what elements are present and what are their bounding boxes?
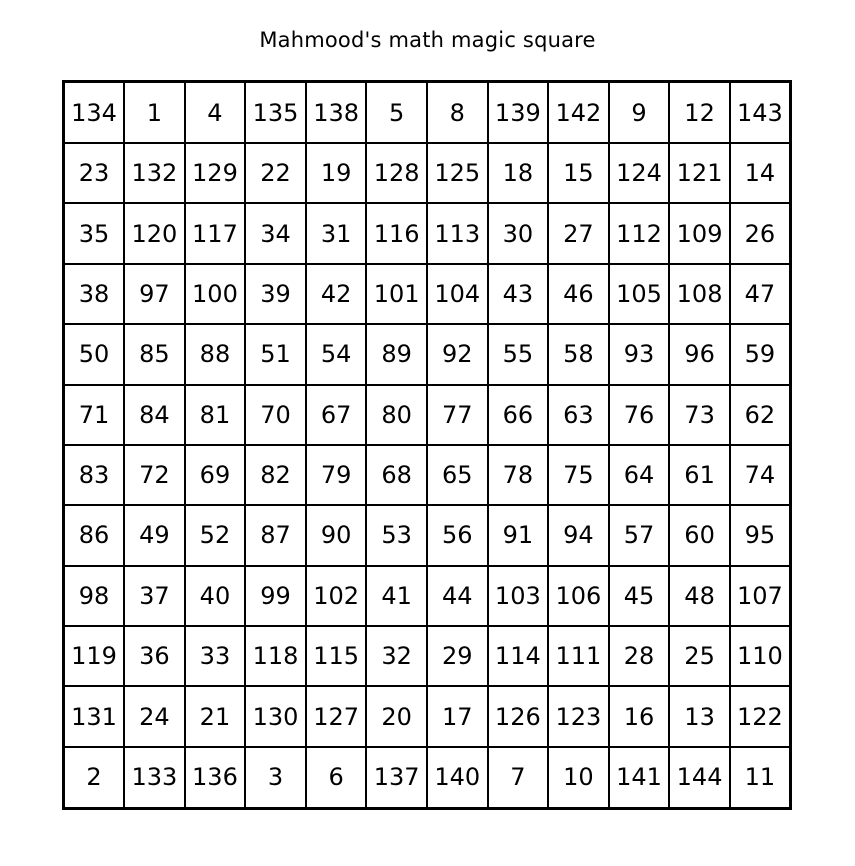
magic-square-cell: 131 bbox=[64, 686, 125, 746]
magic-square-cell: 76 bbox=[609, 385, 670, 445]
magic-square-cell: 78 bbox=[488, 445, 549, 505]
magic-square-cell: 111 bbox=[548, 626, 609, 686]
magic-square-cell: 66 bbox=[488, 385, 549, 445]
magic-square-cell: 124 bbox=[609, 143, 670, 203]
magic-square-cell: 101 bbox=[366, 264, 427, 324]
magic-square-cell: 92 bbox=[427, 324, 488, 384]
magic-square-cell: 126 bbox=[488, 686, 549, 746]
magic-square-cell: 136 bbox=[185, 747, 246, 809]
magic-square-cell: 99 bbox=[245, 566, 306, 626]
magic-square-cell: 10 bbox=[548, 747, 609, 809]
magic-square-cell: 86 bbox=[64, 505, 125, 565]
magic-square-cell: 130 bbox=[245, 686, 306, 746]
magic-square-cell: 91 bbox=[488, 505, 549, 565]
magic-square-cell: 18 bbox=[488, 143, 549, 203]
magic-square-cell: 48 bbox=[669, 566, 730, 626]
magic-square-cell: 83 bbox=[64, 445, 125, 505]
table-row bbox=[64, 626, 791, 686]
magic-square-cell: 119 bbox=[64, 626, 125, 686]
magic-square-cell: 127 bbox=[306, 686, 367, 746]
magic-square-cell: 11 bbox=[730, 747, 791, 809]
magic-square-cell: 37 bbox=[124, 566, 185, 626]
magic-square-cell: 63 bbox=[548, 385, 609, 445]
magic-square-cell: 103 bbox=[488, 566, 549, 626]
magic-square-cell: 112 bbox=[609, 203, 670, 263]
magic-square-cell: 71 bbox=[64, 385, 125, 445]
magic-square-cell: 135 bbox=[245, 82, 306, 144]
magic-square-cell: 133 bbox=[124, 747, 185, 809]
magic-square-cell: 6 bbox=[306, 747, 367, 809]
table-row bbox=[64, 82, 791, 144]
magic-square-cell: 35 bbox=[64, 203, 125, 263]
magic-square-cell: 62 bbox=[730, 385, 791, 445]
magic-square-cell: 70 bbox=[245, 385, 306, 445]
magic-square-cell: 84 bbox=[124, 385, 185, 445]
magic-square-cell: 87 bbox=[245, 505, 306, 565]
magic-square-cell: 143 bbox=[730, 82, 791, 144]
magic-square-cell: 50 bbox=[64, 324, 125, 384]
magic-square-cell: 33 bbox=[185, 626, 246, 686]
magic-square-cell: 32 bbox=[366, 626, 427, 686]
magic-square-cell: 55 bbox=[488, 324, 549, 384]
magic-square-cell: 56 bbox=[427, 505, 488, 565]
table-row bbox=[64, 445, 791, 505]
magic-square-cell: 46 bbox=[548, 264, 609, 324]
magic-square-cell: 53 bbox=[366, 505, 427, 565]
magic-square-cell: 77 bbox=[427, 385, 488, 445]
magic-square-cell: 59 bbox=[730, 324, 791, 384]
magic-square-cell: 82 bbox=[245, 445, 306, 505]
magic-square-cell: 137 bbox=[366, 747, 427, 809]
magic-square-cell: 122 bbox=[730, 686, 791, 746]
magic-square-cell: 22 bbox=[245, 143, 306, 203]
magic-square-cell: 45 bbox=[609, 566, 670, 626]
magic-square-cell: 69 bbox=[185, 445, 246, 505]
magic-square-cell: 25 bbox=[669, 626, 730, 686]
magic-square-cell: 94 bbox=[548, 505, 609, 565]
magic-square-cell: 57 bbox=[609, 505, 670, 565]
magic-square-cell: 5 bbox=[366, 82, 427, 144]
magic-square-cell: 16 bbox=[609, 686, 670, 746]
magic-square-cell: 72 bbox=[124, 445, 185, 505]
magic-square-cell: 117 bbox=[185, 203, 246, 263]
table-row bbox=[64, 566, 791, 626]
magic-square-cell: 118 bbox=[245, 626, 306, 686]
magic-square-cell: 41 bbox=[366, 566, 427, 626]
magic-square-cell: 42 bbox=[306, 264, 367, 324]
magic-square-cell: 81 bbox=[185, 385, 246, 445]
magic-square-cell: 128 bbox=[366, 143, 427, 203]
magic-square-cell: 140 bbox=[427, 747, 488, 809]
magic-square-cell: 95 bbox=[730, 505, 791, 565]
magic-square-cell: 52 bbox=[185, 505, 246, 565]
magic-square-cell: 44 bbox=[427, 566, 488, 626]
table-row bbox=[64, 505, 791, 565]
magic-square-cell: 8 bbox=[427, 82, 488, 144]
magic-square-cell: 79 bbox=[306, 445, 367, 505]
magic-square-cell: 73 bbox=[669, 385, 730, 445]
magic-square-cell: 138 bbox=[306, 82, 367, 144]
magic-square-cell: 129 bbox=[185, 143, 246, 203]
magic-square-container bbox=[62, 80, 792, 810]
magic-square-cell: 38 bbox=[64, 264, 125, 324]
magic-square-cell: 107 bbox=[730, 566, 791, 626]
magic-square-cell: 51 bbox=[245, 324, 306, 384]
magic-square-cell: 14 bbox=[730, 143, 791, 203]
magic-square-cell: 93 bbox=[609, 324, 670, 384]
magic-square-cell: 144 bbox=[669, 747, 730, 809]
magic-square-cell: 105 bbox=[609, 264, 670, 324]
magic-square-cell: 108 bbox=[669, 264, 730, 324]
magic-square-cell: 139 bbox=[488, 82, 549, 144]
magic-square-cell: 34 bbox=[245, 203, 306, 263]
table-row bbox=[64, 264, 791, 324]
magic-square-cell: 21 bbox=[185, 686, 246, 746]
magic-square-cell: 65 bbox=[427, 445, 488, 505]
magic-square-cell: 39 bbox=[245, 264, 306, 324]
magic-square-cell: 106 bbox=[548, 566, 609, 626]
magic-square-cell: 98 bbox=[64, 566, 125, 626]
magic-square-cell: 15 bbox=[548, 143, 609, 203]
magic-square-cell: 20 bbox=[366, 686, 427, 746]
magic-square-cell: 110 bbox=[730, 626, 791, 686]
table-row bbox=[64, 143, 791, 203]
magic-square-cell: 9 bbox=[609, 82, 670, 144]
magic-square-cell: 109 bbox=[669, 203, 730, 263]
magic-square-cell: 24 bbox=[124, 686, 185, 746]
magic-square-cell: 113 bbox=[427, 203, 488, 263]
magic-square-cell: 29 bbox=[427, 626, 488, 686]
magic-square-cell: 1 bbox=[124, 82, 185, 144]
magic-square-cell: 36 bbox=[124, 626, 185, 686]
page-title: Mahmood's math magic square bbox=[259, 28, 596, 52]
magic-square-cell: 142 bbox=[548, 82, 609, 144]
magic-square-body bbox=[64, 82, 791, 809]
magic-square-cell: 27 bbox=[548, 203, 609, 263]
magic-square-cell: 26 bbox=[730, 203, 791, 263]
magic-square-table bbox=[62, 80, 792, 810]
magic-square-cell: 47 bbox=[730, 264, 791, 324]
magic-square-cell: 28 bbox=[609, 626, 670, 686]
magic-square-cell: 120 bbox=[124, 203, 185, 263]
magic-square-cell: 85 bbox=[124, 324, 185, 384]
magic-square-cell: 61 bbox=[669, 445, 730, 505]
magic-square-cell: 17 bbox=[427, 686, 488, 746]
magic-square-cell: 67 bbox=[306, 385, 367, 445]
magic-square-cell: 4 bbox=[185, 82, 246, 144]
magic-square-cell: 58 bbox=[548, 324, 609, 384]
magic-square-cell: 40 bbox=[185, 566, 246, 626]
magic-square-cell: 12 bbox=[669, 82, 730, 144]
magic-square-cell: 43 bbox=[488, 264, 549, 324]
table-row bbox=[64, 385, 791, 445]
magic-square-cell: 100 bbox=[185, 264, 246, 324]
magic-square-cell: 80 bbox=[366, 385, 427, 445]
magic-square-cell: 13 bbox=[669, 686, 730, 746]
magic-square-cell: 30 bbox=[488, 203, 549, 263]
magic-square-cell: 121 bbox=[669, 143, 730, 203]
table-row bbox=[64, 686, 791, 746]
magic-square-cell: 75 bbox=[548, 445, 609, 505]
magic-square-cell: 54 bbox=[306, 324, 367, 384]
magic-square-cell: 23 bbox=[64, 143, 125, 203]
magic-square-cell: 141 bbox=[609, 747, 670, 809]
magic-square-cell: 96 bbox=[669, 324, 730, 384]
magic-square-cell: 132 bbox=[124, 143, 185, 203]
magic-square-cell: 89 bbox=[366, 324, 427, 384]
magic-square-cell: 116 bbox=[366, 203, 427, 263]
magic-square-cell: 68 bbox=[366, 445, 427, 505]
magic-square-cell: 7 bbox=[488, 747, 549, 809]
magic-square-cell: 134 bbox=[64, 82, 125, 144]
magic-square-cell: 49 bbox=[124, 505, 185, 565]
table-row bbox=[64, 324, 791, 384]
magic-square-cell: 2 bbox=[64, 747, 125, 809]
magic-square-cell: 97 bbox=[124, 264, 185, 324]
magic-square-cell: 31 bbox=[306, 203, 367, 263]
magic-square-cell: 125 bbox=[427, 143, 488, 203]
magic-square-cell: 88 bbox=[185, 324, 246, 384]
magic-square-cell: 64 bbox=[609, 445, 670, 505]
magic-square-cell: 60 bbox=[669, 505, 730, 565]
magic-square-cell: 19 bbox=[306, 143, 367, 203]
table-row bbox=[64, 203, 791, 263]
magic-square-cell: 3 bbox=[245, 747, 306, 809]
magic-square-cell: 123 bbox=[548, 686, 609, 746]
magic-square-cell: 90 bbox=[306, 505, 367, 565]
magic-square-cell: 115 bbox=[306, 626, 367, 686]
magic-square-cell: 74 bbox=[730, 445, 791, 505]
table-row bbox=[64, 747, 791, 809]
magic-square-cell: 104 bbox=[427, 264, 488, 324]
magic-square-cell: 114 bbox=[488, 626, 549, 686]
magic-square-cell: 102 bbox=[306, 566, 367, 626]
